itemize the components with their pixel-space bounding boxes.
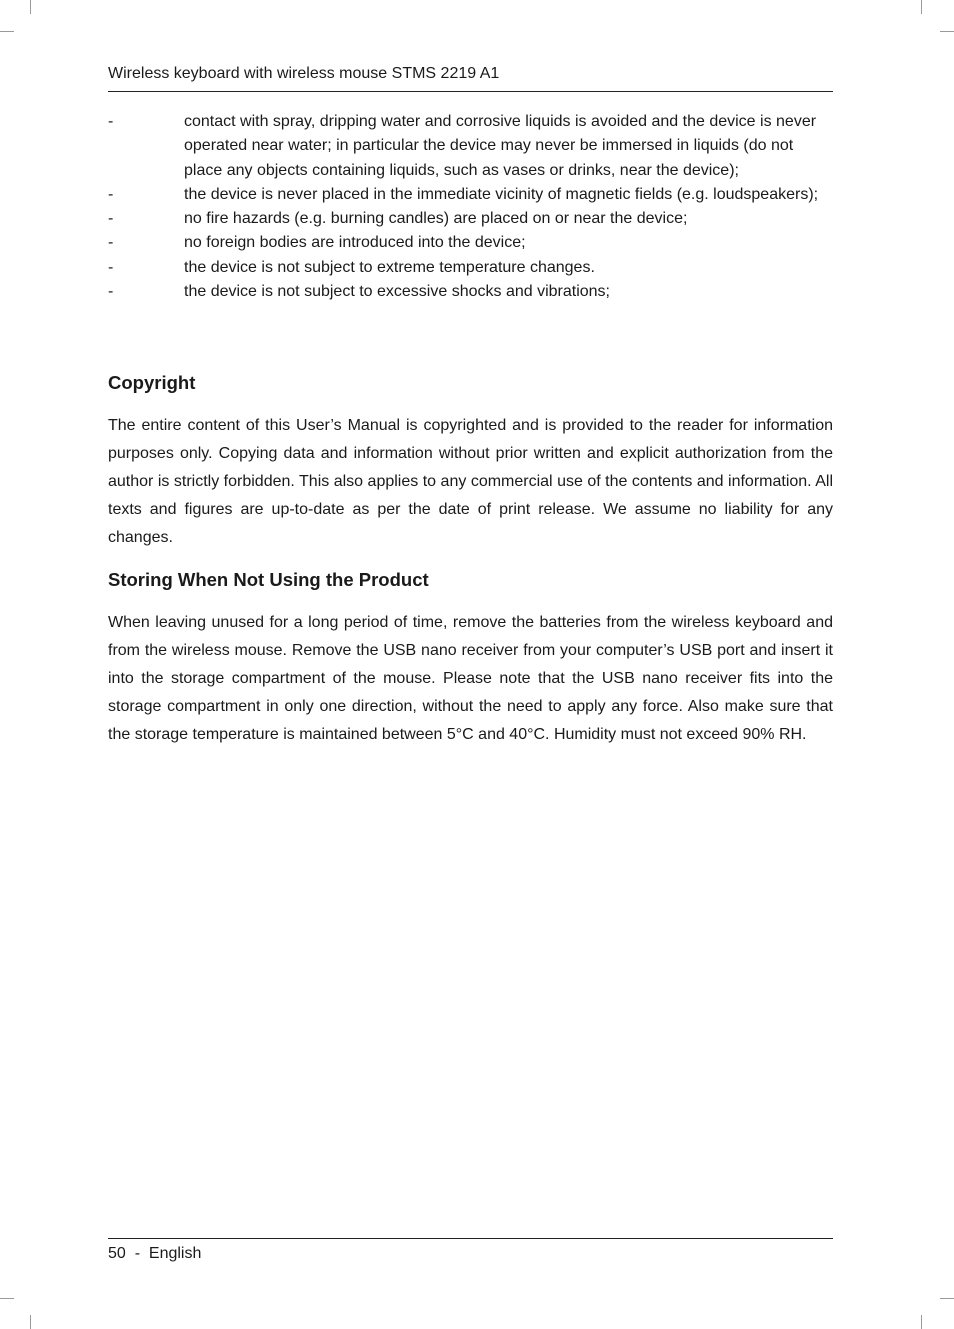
bullet-marker: - [108, 258, 114, 276]
bullet-text: the device is never placed in the immediate vicinity of magnetic fields (e.g. loudspeakers); [184, 185, 819, 203]
storing-heading: Storing When Not Using the Product [108, 569, 429, 590]
running-header: Wireless keyboard with wireless mouse STMS 2219 A1 [108, 65, 500, 82]
list-item [108, 110, 833, 183]
crop-mark [30, 0, 31, 14]
safety-bullet-list [108, 110, 833, 304]
crop-mark [940, 31, 954, 32]
list-item [108, 183, 833, 207]
bullet-text: no foreign bodies are introduced into the device; [184, 234, 526, 252]
bullet-marker: - [108, 283, 114, 301]
bullet-text: no fire hazards (e.g. burning candles) are placed on or near the device; [184, 210, 688, 228]
bullet-text: the device is not subject to excessive shocks and vibrations; [184, 283, 610, 301]
bullet-marker: - [108, 234, 114, 252]
crop-mark [0, 1298, 14, 1299]
copyright-paragraph: The entire content of this User’s Manual is copyrighted and is provided to the reader for information purposes only. Copying data and information without prior written and explicit authorization from the author is strictly forbidden. This also applies to any commercial use of the contents and information. All texts and figures are up-to-date as per the date of print release. We assume no liability for any changes. [108, 417, 833, 546]
list-item [108, 207, 833, 231]
list-item [108, 231, 833, 255]
header-rule [108, 91, 833, 92]
crop-mark [921, 0, 922, 14]
crop-mark [940, 1298, 954, 1299]
list-item [108, 256, 833, 280]
bullet-text: contact with spray, dripping water and corrosive liquids is avoided and the device is never operated near water; in particular the device may never be immersed in liquids (do not place any objects containing liquids, such as vases or drinks, near the device); [184, 113, 817, 179]
bullet-marker: - [108, 185, 114, 203]
storing-paragraph: When leaving unused for a long period of time, remove the batteries from the wireless keyboard and from the wireless mouse. Remove the USB nano receiver from your computer’s USB port and insert it into the storage compartment of the mouse. Please note that the USB nano receiver fits into the storage compartment in only one direction, without the need to apply any force. Also make sure that the storage temperature is maintained between 5°C and 40°C. Humidity must not exceed 90% RH. [108, 614, 833, 743]
footer-language: English [148, 1245, 202, 1262]
crop-mark [921, 1315, 922, 1329]
copyright-heading: Copyright [108, 372, 196, 393]
bullet-marker: - [108, 113, 114, 130]
bullet-marker: - [108, 210, 114, 228]
crop-mark [30, 1315, 31, 1329]
page-footer [108, 1242, 201, 1266]
crop-mark [0, 31, 14, 32]
bullet-text: the device is not subject to extreme temperature changes. [184, 258, 595, 276]
list-item [108, 280, 833, 304]
page-number: 50 [108, 1245, 126, 1262]
footer-rule [108, 1238, 833, 1239]
footer-separator: - [125, 1245, 149, 1262]
